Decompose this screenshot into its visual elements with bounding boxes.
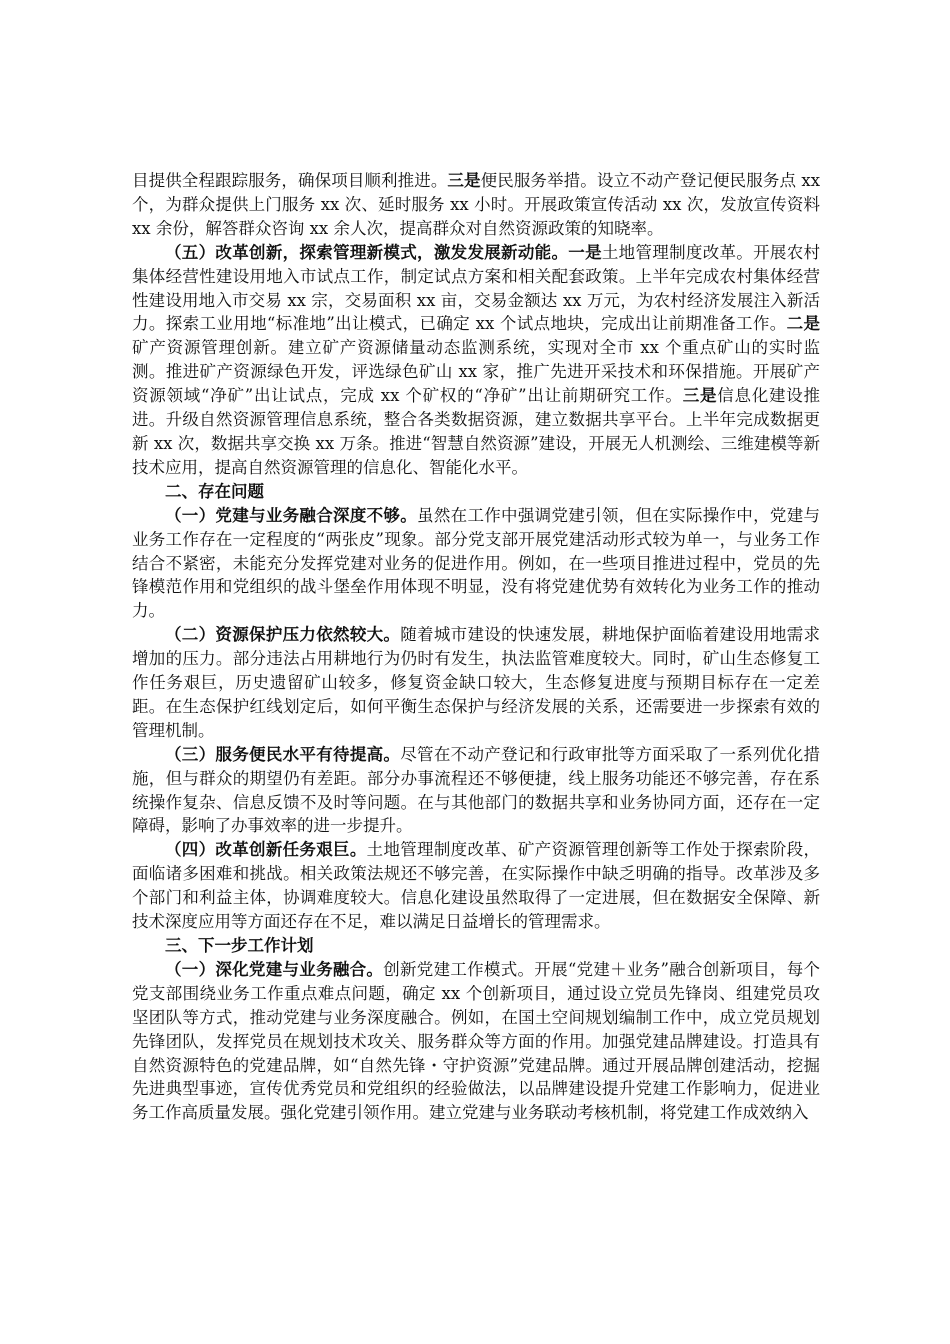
paragraph: [132, 743, 820, 839]
bold-text: （四）改革创新任务艰巨。: [165, 840, 367, 860]
bold-text: （一）深化党建与业务融合。: [165, 959, 384, 979]
paragraph: [132, 504, 820, 624]
bold-text: 二是: [786, 314, 820, 334]
bold-text: 三是: [447, 171, 481, 190]
bold-text: （一）党建与业务融合深度不够。: [165, 505, 418, 525]
body-text: 土地管理制度改革。开展农村集体经营性建设用地入市试点工作，制定试点方案和相关配套政策。上半年完成农村集体经营性建设用地入市交易 xx 宗，交易面积 xx 亩，交易金额达 xx 万元，为农村经济发展注入新活力。探索工业用地“标准地”出让模式，已确定 xx 个试点地块，完成出让前期准备工作。: [132, 242, 821, 334]
body-text: 信息化建设推进。升级自然资源管理信息系统，整合各类数据资源，建立数据共享平台。上半年完成数据更新 xx 次，数据共享交换 xx 万条。推进“智慧自然资源”建设，开展无人机测绘、三维建模等新技术应用，提高自然资源管理的信息化、智能化水平。: [132, 386, 821, 477]
body-text: 目提供全程跟踪服务，确保项目顺利推进。: [132, 171, 448, 190]
body-text: 创新党建工作模式。开展“党建＋业务”融合创新项目，每个党支部围绕业务工作重点难点问题，确定 xx 个创新项目，通过设立党员先锋岗、组建党员攻坚团队等方式，推动党建与业务深度融合。例如，在国土空间规划编制工作中，成立党员规划先锋团队，发挥党员在规划技术攻关、服务群众等方面的作用。加强党建品牌建设。打造具有自然资源特色的党建品牌，如“自然先锋・守护资源”党建品牌。通过开展品牌创建活动，挖掘先进典型事迹，宣传优秀党员和党组织的经验做法，以品牌建设提升党建工作影响力，促进业务工作高质量发展。强化党建引领作用。建立党建与业务联动考核机制，将党建工作成效纳入: [132, 959, 821, 1123]
section-heading: [132, 934, 820, 958]
bold-text: （三）服务便民水平有待提高。: [165, 744, 401, 764]
paragraph: [132, 241, 820, 480]
bold-text: 三是: [682, 386, 718, 406]
paragraph: [132, 958, 820, 1125]
section-heading: [132, 480, 820, 504]
paragraph: [132, 838, 820, 934]
bold-text: 一是: [568, 242, 602, 262]
body-text: 随着城市建设的快速发展，耕地保护面临着建设用地需求增加的压力。部分违法占用耕地行为仍时有发生，执法监管难度较大。同时，矿山生态修复工作任务艰巨，历史遗留矿山较多，修复资金缺口较大，生态修复进度与预期目标存在一定差距。在生态保护红线划定后，如何平衡生态保护与经济发展的关系，还需要进一步探索有效的管理机制。: [132, 625, 821, 740]
body-text: 矿产资源管理创新。建立矿产资源储量动态监测系统，实现对全市 xx 个重点矿山的实时监测。推进矿产资源绿色开发，评选绿色矿山 xx 家，推广先进开采技术和环保措施。开展矿产资源领域“净矿”出让试点，完成 xx 个矿权的“净矿”出让前期研究工作。: [132, 338, 820, 406]
paragraph: [132, 623, 820, 743]
body-text: 虽然在工作中强调党建引领，但在实际操作中，党建与业务工作存在一定程度的“两张皮”现象。部分党支部开展党建活动形式较为单一，与业务工作结合不紧密，未能充分发挥党建对业务的促进作用。例如，在一些项目推进过程中，党员的先锋模范作用和党组织的战斗堡垒作用体现不明显，没有将党建优势有效转化为业务工作的推动力。: [132, 505, 821, 621]
paragraph: [132, 169, 820, 241]
bold-text: 二、存在问题: [165, 481, 264, 501]
body-text: 尽管在不动产登记和行政审批等方面采取了一系列优化措施，但与群众的期望仍有差距。部分办事流程还不够便捷，线上服务功能还不够完善，存在系统操作复杂、信息反馈不及时等问题。在与其他部门的数据共享和业务协同方面，还存在一定障碍，影响了办事效率的进一步提升。: [132, 744, 821, 836]
bold-text: （二）资源保护压力依然较大。: [165, 625, 401, 645]
body-text: 土地管理制度改革、矿产资源管理创新等工作处于探索阶段，面临诸多困难和挑战。相关政策法规还不够完善，在实际操作中缺乏明确的指导。改革涉及多个部门和利益主体，协调难度较大。信息化建设虽然取得了一定进展，但在数据安全保障、新技术深度应用等方面还存在不足，难以满足日益增长的管理需求。: [132, 840, 821, 932]
body-text: 便民服务举措。设立不动产登记便民服务点 xx 个，为群众提供上门服务 xx 次、延时服务 xx 小时。开展政策宣传活动 xx 次，发放宣传资料 xx 余份，解答群众咨询 xx 余人次，提高群众对自然资源政策的知晓率。: [132, 171, 821, 238]
bold-text: （五）改革创新，探索管理新模式，激发发展新动能。: [165, 242, 569, 262]
document-page: [132, 169, 820, 1125]
bold-text: 三、下一步工作计划: [165, 936, 314, 955]
